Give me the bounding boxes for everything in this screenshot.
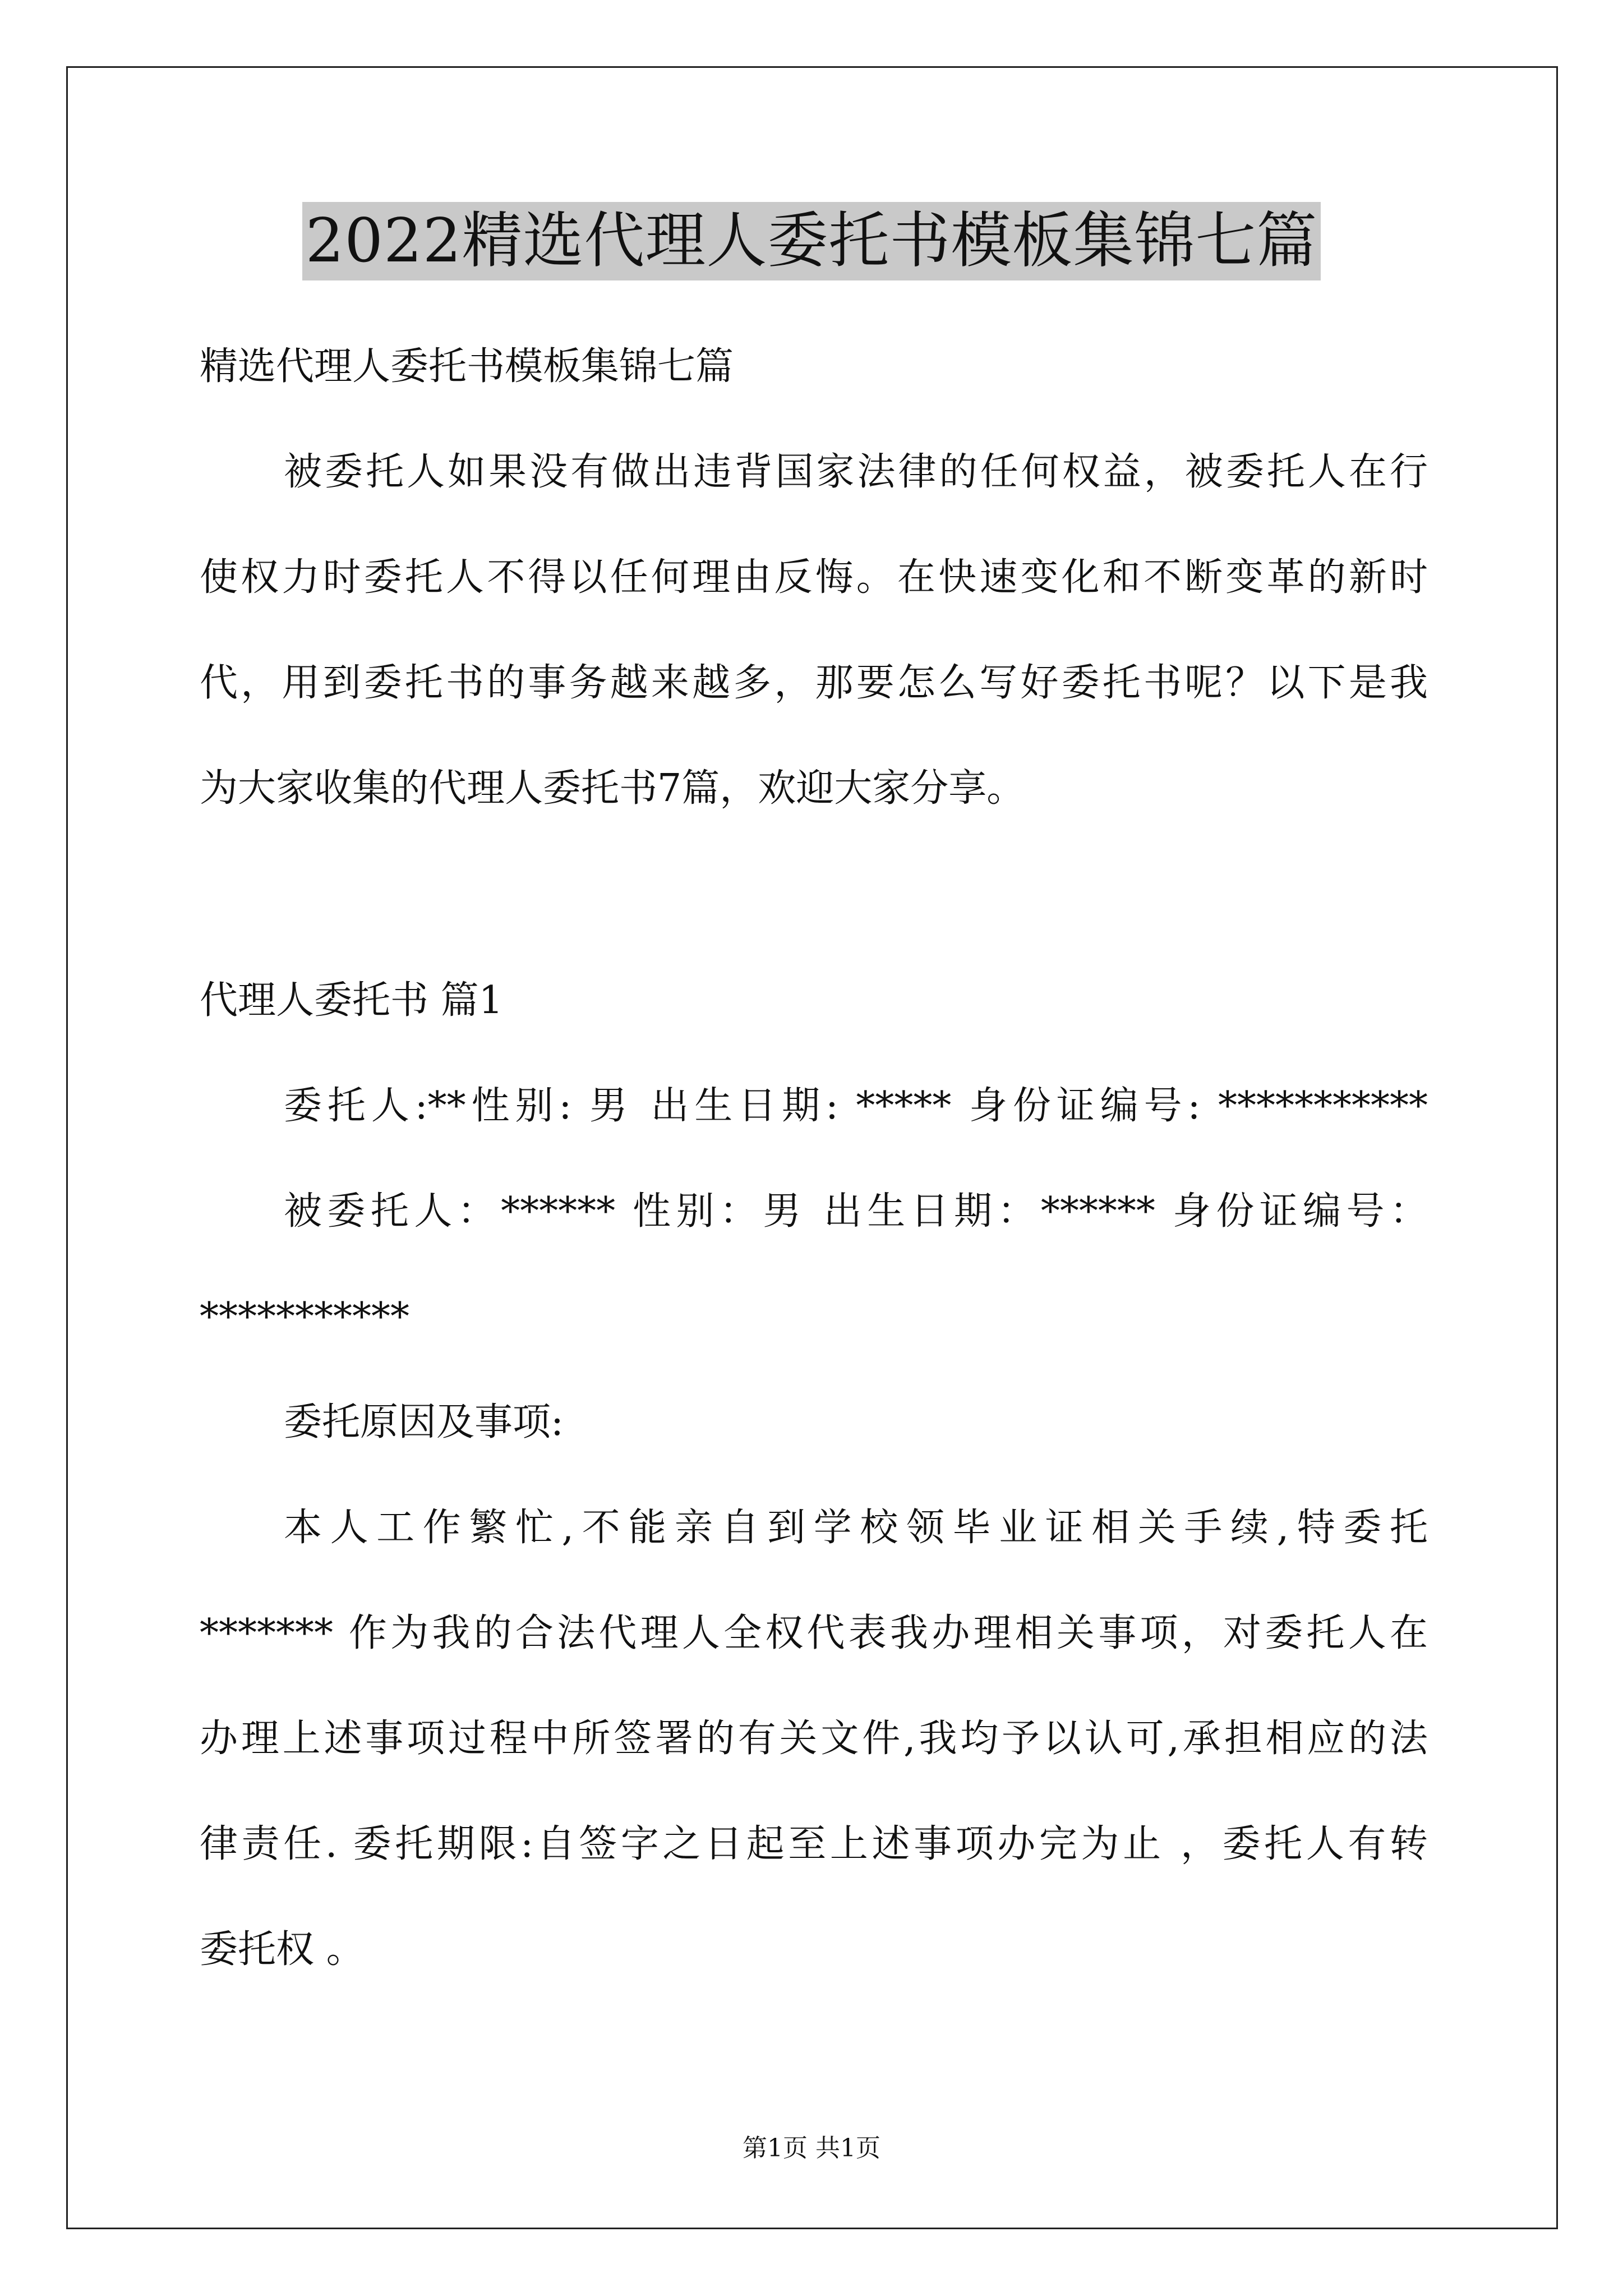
page-footer: 第1页 共1页 (743, 2134, 880, 2162)
title-container (0, 202, 1623, 280)
intro-line: 被委托人如果没有做出违背国家法律的任何权益，被委托人在行 (284, 450, 1428, 494)
agent-info-continued: *********** (200, 1295, 409, 1339)
body-line: 委托权 。 (200, 1927, 365, 1972)
agent-info: 被委托人：****** 性别：男 出生日期：****** 身份证编号： (284, 1189, 1428, 1234)
intro-line: 为大家收集的代理人委托书7篇，欢迎大家分享。 (200, 766, 1025, 811)
section-gap (200, 841, 1428, 948)
body-line: ******* 作为我的合法代理人全权代表我办理相关事项，对委托人在 (200, 1611, 1428, 1655)
body-line: 办理上述事项过程中所签署的有关文件,我均予以认可,承担相应的法 (200, 1717, 1428, 1761)
section-heading: 代理人委托书 篇1 (200, 978, 503, 1023)
body-line: 本人工作繁忙,不能亲自到学校领毕业证相关手续,特委托 (284, 1506, 1428, 1550)
intro-line: 使权力时委托人不得以任何理由反悔。在快速变化和不断变革的新时 (200, 555, 1428, 600)
document-subtitle: 精选代理人委托书模板集锦七篇 (200, 344, 734, 389)
document-body (200, 314, 1428, 2003)
body-line: 律责任. 委托期限:自签字之日起至上述事项办完为止 ，委托人有转 (200, 1822, 1428, 1866)
intro-line: 代，用到委托书的事务越来越多，那要怎么写好委托书呢？以下是我 (200, 661, 1428, 705)
reason-label: 委托原因及事项: (284, 1400, 564, 1444)
document-title: 2022精选代理人委托书模板集锦七篇 (302, 202, 1321, 280)
principal-info: 委托人:**性别: 男 出生日期: ***** 身份证编号: *********** (284, 1084, 1428, 1128)
